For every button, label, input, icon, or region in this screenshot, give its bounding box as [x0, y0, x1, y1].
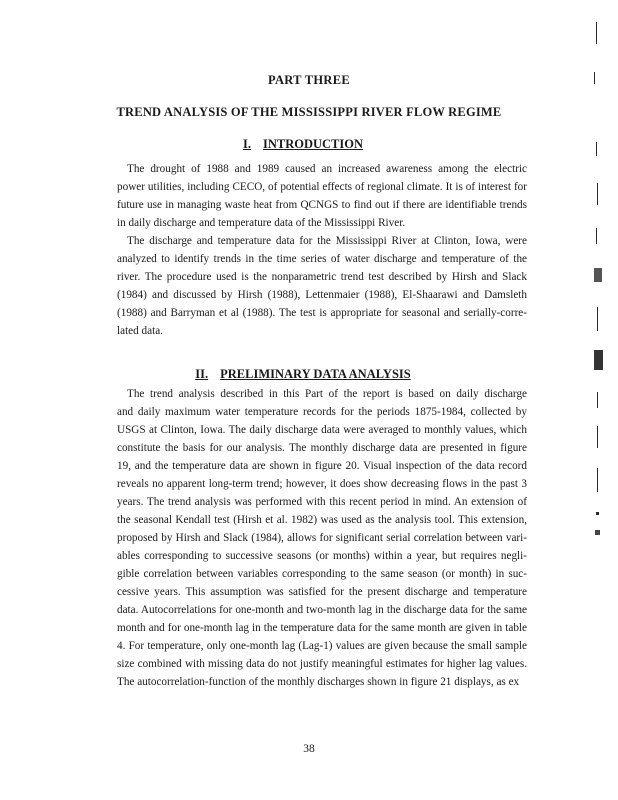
scan-mark — [597, 392, 598, 408]
section-heading-introduction — [0, 137, 618, 152]
scan-mark — [595, 530, 600, 535]
text-line: The autocorrelation-function of the monthly discharges shown in figure 21 displays, as ex — [117, 676, 520, 688]
main-title: TREND ANALYSIS OF THE MISSISSIPPI RIVER FLOW REGIME — [116, 105, 502, 119]
scan-mark — [594, 350, 603, 370]
text-line: reveals no apparent long-term trend; however, it does show decreasing flows in the past 3 — [117, 478, 527, 490]
scan-mark — [597, 307, 598, 331]
text-line: analyzed to identify trends in the time series of water discharge and temperature of the — [117, 253, 527, 265]
scan-mark — [597, 468, 598, 492]
text-line: USGS at Clinton, Iowa. The daily discharge data were averaged to monthly values, which — [117, 424, 527, 436]
text-line: proposed by Hirsh and Slack (1984), allows for significant serial correlation between vari- — [117, 532, 527, 544]
text-line: month and for one-month lag in the temperature data for the same month are given in table — [117, 622, 527, 634]
scan-mark — [597, 183, 598, 205]
scan-mark — [596, 22, 597, 44]
text-line: river. The procedure used is the nonparametric trend test described by Hirsh and Slack — [117, 271, 527, 283]
text-line: 19, and the temperature data are shown in figure 20. Visual inspection of the data record — [117, 460, 527, 472]
text-line: future use in managing waste heat from QCNGS to find out if there are identifiable trends — [117, 199, 527, 211]
scan-mark — [594, 268, 602, 282]
text-line: (1988) and Barryman et al (1988). The test is appropriate for seasonal and serially-corre- — [117, 307, 527, 319]
scan-mark — [596, 142, 597, 156]
section-title: PRELIMINARY DATA ANALYSIS — [220, 367, 411, 381]
part-title: PART THREE — [267, 73, 351, 87]
scan-mark — [596, 512, 599, 515]
section-heading-preliminary-data-analysis — [0, 367, 618, 382]
text-line: (1984) and discussed by Hirsh (1988), Lettenmaier (1988), El-Shaarawi and Damsleth — [117, 289, 527, 301]
text-line: The drought of 1988 and 1989 caused an increased awareness among the electric — [127, 163, 527, 175]
text-line: power utilities, including CECO, of potential effects of regional climate. It is of interest for — [117, 181, 527, 193]
text-line: The discharge and temperature data for the Mississippi River at Clinton, Iowa, were — [127, 235, 527, 247]
text-line: lated data. — [117, 325, 163, 337]
text-line: in daily discharge and temperature data of the Mississippi River. — [117, 217, 406, 229]
paragraph-drought — [117, 160, 527, 232]
text-line: constitute the basis for our analysis. The monthly discharge data are presented in figure — [117, 442, 527, 454]
text-line: gible correlation between variables corresponding to the same season (or month) in suc- — [117, 568, 527, 580]
text-line: The trend analysis described in this Part of the report is based on daily discharge — [127, 388, 527, 400]
paragraph-trend-analysis — [117, 385, 527, 691]
text-line: ables corresponding to successive seasons (or months) within a year, but requires negli- — [117, 550, 527, 562]
section-number: I. — [242, 137, 251, 151]
paragraph-discharge-data — [117, 232, 527, 340]
scan-mark — [594, 72, 595, 84]
text-line: cessive years. This assumption was satisfied for the present discharge and temperature — [117, 586, 527, 598]
text-line: 4. For temperature, only one-month lag (Lag-1) values are given because the small sample — [117, 640, 527, 652]
text-line: size combined with missing data do not justify meaningful estimates for higher lag values. — [117, 658, 527, 670]
text-line: years. The trend analysis was performed with this recent period in mind. An extension of — [117, 496, 527, 508]
section-number: II. — [195, 367, 209, 381]
page-number: 38 — [303, 743, 315, 755]
scan-mark — [596, 228, 597, 244]
text-line: data. Autocorrelations for one-month and two-month lag in the discharge data for the same — [117, 604, 527, 616]
text-line: the seasonal Kendall test (Hirsh et al. 1982) was used as the analysis tool. This extension, — [117, 514, 527, 526]
scan-mark — [597, 426, 598, 448]
text-line: and daily maximum water temperature records for the periods 1875-1984, collected by — [117, 406, 527, 418]
section-title: INTRODUCTION — [262, 137, 363, 151]
